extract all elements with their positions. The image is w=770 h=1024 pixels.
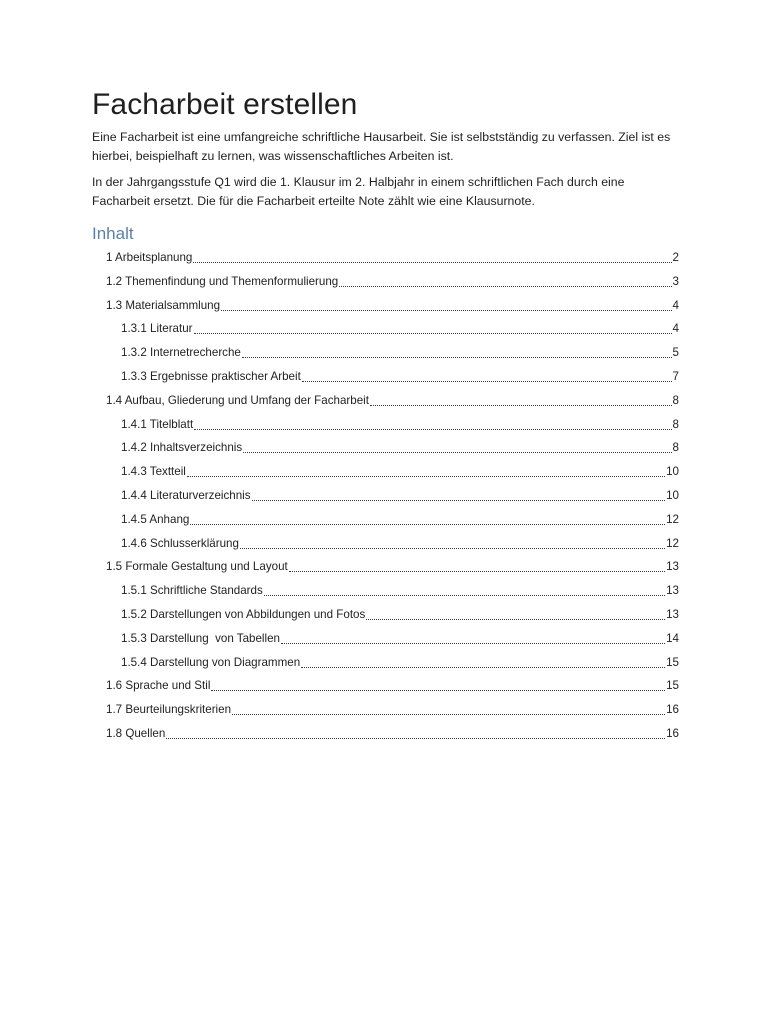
info-paragraph: In der Jahrgangsstufe Q1 wird die 1. Klausur im 2. Halbjahr in einem schriftlichen Fach durch eine Facharbeit ersetzt. Die für die Facharbeit erteilte Note zählt wie eine Klausurnote. [92, 175, 625, 208]
toc-entry[interactable] [106, 297, 679, 315]
toc-entry-page: 12 [666, 536, 679, 550]
toc-entry-label: 1.4.1 Titelblatt [121, 417, 194, 431]
toc-entry-label: 1.5.4 Darstellung von Diagrammen [121, 655, 301, 669]
toc-dot-leader [281, 632, 665, 644]
toc-dot-leader [289, 560, 665, 572]
toc-entry[interactable] [121, 320, 679, 338]
toc-entry[interactable] [106, 273, 679, 291]
toc-entry[interactable] [106, 558, 679, 576]
toc-dot-leader [339, 275, 671, 287]
toc-entry-label: 1.3.2 Internetrecherche [121, 346, 241, 360]
toc-entry-label: 1.6 Sprache und Stil [106, 679, 211, 693]
toc-dot-leader [366, 608, 665, 620]
toc-entry[interactable] [121, 487, 679, 505]
toc-dot-leader [370, 394, 672, 406]
toc-entry-label: 1.2 Themenfindung und Themenformulierung [106, 274, 339, 288]
toc-entry-label: 1.3.3 Ergebnisse praktischer Arbeit [121, 370, 301, 383]
toc-dot-leader [193, 251, 671, 263]
toc-entry[interactable] [121, 630, 679, 648]
toc-entry-label: 1.3.1 Literatur [121, 322, 193, 336]
toc-entry-label: 1.4.6 Schlusserklärung [121, 536, 239, 550]
toc-entry-page: 13 [666, 584, 679, 598]
toc-entry[interactable] [121, 606, 679, 624]
toc-entry-page: 3 [672, 274, 679, 288]
toc-entry[interactable] [106, 701, 679, 719]
toc-entry-page: 10 [666, 489, 679, 502]
toc-dot-leader [187, 465, 665, 477]
toc-entry[interactable] [106, 249, 679, 267]
toc-entry[interactable] [121, 439, 679, 457]
toc-entry-label: 1.5.3 Darstellung von Tabellen [121, 631, 280, 645]
toc-entry-label: 1.4.4 Literaturverzeichnis [121, 489, 251, 502]
toc-entry-page: 16 [666, 703, 679, 717]
toc-dot-leader [243, 441, 671, 453]
toc-entry-label: 1.4.5 Anhang [121, 512, 190, 526]
toc-entry[interactable] [121, 416, 679, 434]
toc-dot-leader [302, 370, 672, 382]
toc-entry-page: 5 [672, 346, 679, 360]
toc-entry-label: 1.4.2 Inhaltsverzeichnis [121, 441, 243, 455]
toc-entry[interactable] [121, 463, 679, 481]
toc-entry-label: 1 Arbeitsplanung [106, 251, 193, 264]
toc-entry-label: 1.5.2 Darstellungen von Abbildungen und Fotos [121, 608, 366, 621]
toc-dot-leader [232, 703, 665, 715]
toc-entry-page: 8 [672, 417, 679, 431]
toc-entry-page: 4 [672, 322, 679, 336]
toc-entry-label: 1.5.1 Schriftliche Standards [121, 584, 263, 598]
toc-dot-leader [221, 299, 671, 311]
toc-entry-label: 1.4.3 Textteil [121, 465, 186, 479]
toc-entry-page: 15 [666, 679, 679, 693]
toc-entry-page: 8 [672, 393, 679, 407]
toc-entry-label: 1.4 Aufbau, Gliederung und Umfang der Facharbeit [106, 393, 369, 407]
toc-entry[interactable] [121, 368, 679, 386]
toc-entry-page: 2 [672, 251, 679, 264]
toc-dot-leader [194, 418, 671, 430]
toc-entry[interactable] [121, 535, 679, 553]
intro-paragraph: Eine Facharbeit ist eine umfangreiche schriftliche Hausarbeit. Sie ist selbstständig zu verfassen. Ziel ist es hierbei, beispielhaft zu lernen, was wissenschaftliches Arbeiten ist. [92, 130, 671, 163]
toc-entry[interactable] [121, 582, 679, 600]
toc-entry[interactable] [121, 511, 679, 529]
document-title: Facharbeit erstellen [92, 88, 358, 121]
toc-dot-leader [264, 584, 665, 596]
toc-entry-label: 1.3 Materialsammlung [106, 298, 221, 312]
toc-dot-leader [194, 322, 672, 334]
toc-entry[interactable] [106, 677, 679, 695]
toc-entry-page: 8 [672, 441, 679, 455]
toc-entry[interactable] [106, 725, 679, 743]
toc-entry-page: 14 [666, 631, 679, 645]
toc-entry-page: 7 [672, 370, 679, 383]
toc-entry-page: 13 [666, 608, 679, 621]
toc-dot-leader [242, 346, 672, 358]
toc-entry-page: 4 [672, 298, 679, 312]
toc-entry-page: 10 [666, 465, 679, 479]
toc-heading: Inhalt [92, 224, 134, 243]
toc-dot-leader [211, 679, 665, 691]
toc-dot-leader [190, 513, 665, 525]
toc-entry[interactable] [121, 344, 679, 362]
toc-entry-label: 1.5 Formale Gestaltung und Layout [106, 560, 288, 574]
toc-entry-label: 1.8 Quellen [106, 727, 166, 740]
toc-dot-leader [166, 727, 665, 739]
toc-entry-label: 1.7 Beurteilungskriterien [106, 703, 232, 717]
toc-entry[interactable] [121, 654, 679, 672]
toc-entry-page: 15 [666, 655, 679, 669]
toc-entry-page: 12 [666, 512, 679, 526]
toc-entry-page: 13 [666, 560, 679, 574]
toc-entry-page: 16 [666, 727, 679, 740]
toc-dot-leader [301, 656, 665, 668]
toc-dot-leader [252, 489, 666, 501]
toc-entry[interactable] [106, 392, 679, 410]
toc-dot-leader [240, 537, 665, 549]
